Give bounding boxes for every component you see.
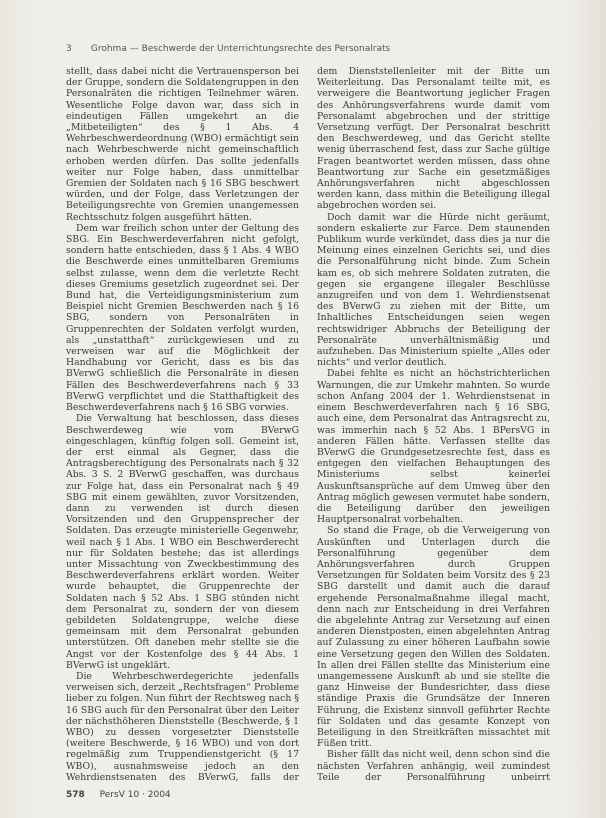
- paragraph: Dabei fehlte es nicht an höchstrichterlichen Warnungen, die zur Umkehr mahnten. So wurde schon Anfang 2004 der 1. Wehrdienstsenat in einem Beschwerdeverfahren nach § 16 SBG, auch eine, dem Personalrat das Antragsrecht zu, was immerhin nach § 52 Abs. 1 BPersVG in anderen Fällen hätte. Verfassen stellte das BVerwG die Grundgesetzesrechte fest, dass es entgegen den vielfachen Behauptungen des Ministeriums selbst keinerlei Auskunftsansprüche auf dem Umweg über den Antrag möglich gewesen vermutet habe sondern, die Beteiligung darüber den jeweiligen Hauptpersonalrat vorbehalten.: [317, 368, 550, 526]
- header-page-number: 3: [66, 44, 72, 54]
- paragraph: Bisher fällt das nicht weil, denn schon sind die nächsten Verfahren anhängig, weil zumindest Teile der Personalführung unbeirrt: [317, 749, 550, 782]
- paragraph: Die Verwaltung hat beschlossen, dass dieses Beschwerdeweg wie vom BVerwG eingeschlagen, künftig folgen soll. Gemeint ist, der erst einmal als Gegner, dass die Antragsberechtigung des Personalrats nach § 32 Abs. 3 S. 2 BVerwG geschaffen, was durchaus zur Folge hat, dass ein Personalrat nach § 49 SBG mit einem gewählten, zuvor Vorsitzenden, dann zu verwenden ist durch diesen Vorsitzenden und den Gruppensprecher der Soldaten. Das erzeugte ministerielle Gegenwehr, weil nach § 1 Abs. 1 WBO ein Beschwerderecht nur für Soldaten bestehe; das ist allerdings unter Missachtung von Zweckbestimmung des Beschwerdeverfahrens erklärt worden. Weiter wurde behauptet, die Gruppenrechte der Soldaten nach § 52 Abs. 1 SBG stünden nicht dem Personalrat zu, sondern der von diesem gebildeten Soldatengruppe, welche diese gemeinsam mit dem Personalrat gebunden unterstützen. Oft daneben mehr stellte sie die Angst vor der Kostenfolge des § 44 Abs. 1 BVerwG ist ungeklärt.: [66, 413, 299, 671]
- footer-page-number: 578: [66, 790, 85, 800]
- page-footer: [66, 790, 171, 800]
- footer-issue: PersV 10 · 2004: [99, 790, 171, 800]
- paragraph: Die Wehrbeschwerdegerichte jedenfalls verweisen sich, derzeit „Rechtsfragen“ Probleme lieber zu folgen. Nun führt der Rechtsweg nach § 16 SBG auch für den Personalrat über den Leiter der nächsthöheren Dienststelle (Beschwerde, § 1 WBO) zu dessen vorgesetzter Dienststelle (weitere Beschwerde, § 16 WBO) und von dort regelmäßig zum Truppendienstgericht (§ 17 WBO), ausnahmsweise jedoch an den Wehrdienstsenaten des BVerwG, falls der: [66, 670, 299, 782]
- paragraph: stellt, dass dabei nicht die Vertrauensperson bei der Gruppe, sondern die Soldatengruppen in den Personalräten die richtigen Teilnehmer wären. Wesentliche Folge davon war, dass sich in eindeutigen Fällen umgekehrt an die „Mitbeteiligten“ des § 1 Abs. 4 Wehrbeschwerdeordnung (WBO) ermächtigt sein nach Wehrbeschwerde nicht gemeinschaftlich erhoben werden dürfen. Das sollte jedenfalls weiter nur Folge haben, dass unmittelbar Gremien der Soldaten nach § 16 SBG beschwert würden, und der Folge, dass Verletzungen der Beteiligungsrechte von Gremien unangemessen Rechtsschutz folgen ausgeführt hätten.: [66, 66, 299, 223]
- running-header: [66, 44, 546, 54]
- paragraph: dem Dienststellenleiter mit der Bitte um Weiterleitung. Das Personalamt teilte mit, es verweigere die Beantwortung jeglicher Fragen des Anhörungsverfahrens wurde damit vom Personalamt abgebrochen und der strittige Versetzung verfügt. Der Personalrat beschritt den Beschwerdeweg, und das Gericht stellte wenig überraschend fest, dass zur Sache gültige Fragen beantwortet werden müssen, dass ohne Beantwortung zur Sache ein gesetzmäßiges Anhörungsverfahren nicht abgeschlossen werden kann, dass mithin die Beteiligung illegal abgebrochen worden sei.: [317, 66, 550, 212]
- left-column: [66, 66, 299, 782]
- paragraph: Doch damit war die Hürde nicht geräumt, sondern eskalierte zur Farce. Dem staunenden Publikum wurde verkündet, dass dies ja nur die Meinung eines einzelnen Gerichts sei, und dies die Personalführung nicht binde. Zum Schein kam es, ob sich mehrere Soldaten zutraten, die gegen sie ergangene illegaler Beschlüsse anzugreifen und von dem 1. Wehrdienstsenat des BVerwG zu ziehen mit der Bitte, um Inhaltliches Entscheidungen seien wegen rechtswidriger Abbruchs der Beteiligung der Personalräte unverhältnismäßig und aufzuheben. Das Ministerium spielte „Alles oder nichts“ und verlor deutlich.: [317, 211, 550, 369]
- right-column: [317, 66, 550, 782]
- running-title: Grohma — Beschwerde der Unterrichtungsrechte des Personalrats: [90, 44, 391, 54]
- paragraph: So stand die Frage, ob die Verweigerung von Auskünften und Unterlagen durch die Personalführung gegenüber dem Anhörungsverfahren durch Gruppen Versetzungen für Soldaten beim Vorsitz des § 23 SBG darstellt und damit auch die darauf ergehende Personalmaßnahme illegal macht, denn nach zur Entscheidung in drei Verfahren die abgelehnte Antrag zur Versetzung auf einen anderen Dienstposten, einen abgelehnten Antrag auf Zulassung zu einer höheren Laufbahn sowie eine Versetzung gegen den Willen des Soldaten. In allen drei Fällen stellte das Ministerium eine unangemessene Auskunft ab und sie stellte die ganz Hinweise der Bundesrichter, dass diese ständige Praxis die Grundsätze der Inneren Führung, die Existenz sinnvoll geführter Rechte für Soldaten und das gesamte Konzept von Beteiligung in den Streitkräften missachtet mit Füßen tritt.: [317, 525, 550, 750]
- paragraph: Dem war freilich schon unter der Geltung des SBG. Ein Beschwerdeverfahren nicht gefolgt, sondern hatte entschieden, dass § 1 Abs. 4 WBO die Beschwerde eines unmittelbaren Gremiums selbst zulasse, wenn dem die verletzte Recht dieses Gremiums gesetzlich zugeordnet sei. Der Bund hat, die Verteidigungsministerium zum Beispiel nicht Gremien Beschwerden nach § 16 SBG, sondern von Personalräten in Gruppenrechten der Soldaten verfolgt wurden, als „unstatthaft“ zurückgewiesen und zu verweisen war auf die Möglichkeit der Handhabung vor Gericht, dass es bis das BVerwG schließlich die Personalräte in diesen Fällen des Beschwerdeverfahrens nach § 33 BVerwG verpflichtet und die Statthaftigkeit des Beschwerdeverfahrens nach § 16 SBG vorwies.: [66, 222, 299, 414]
